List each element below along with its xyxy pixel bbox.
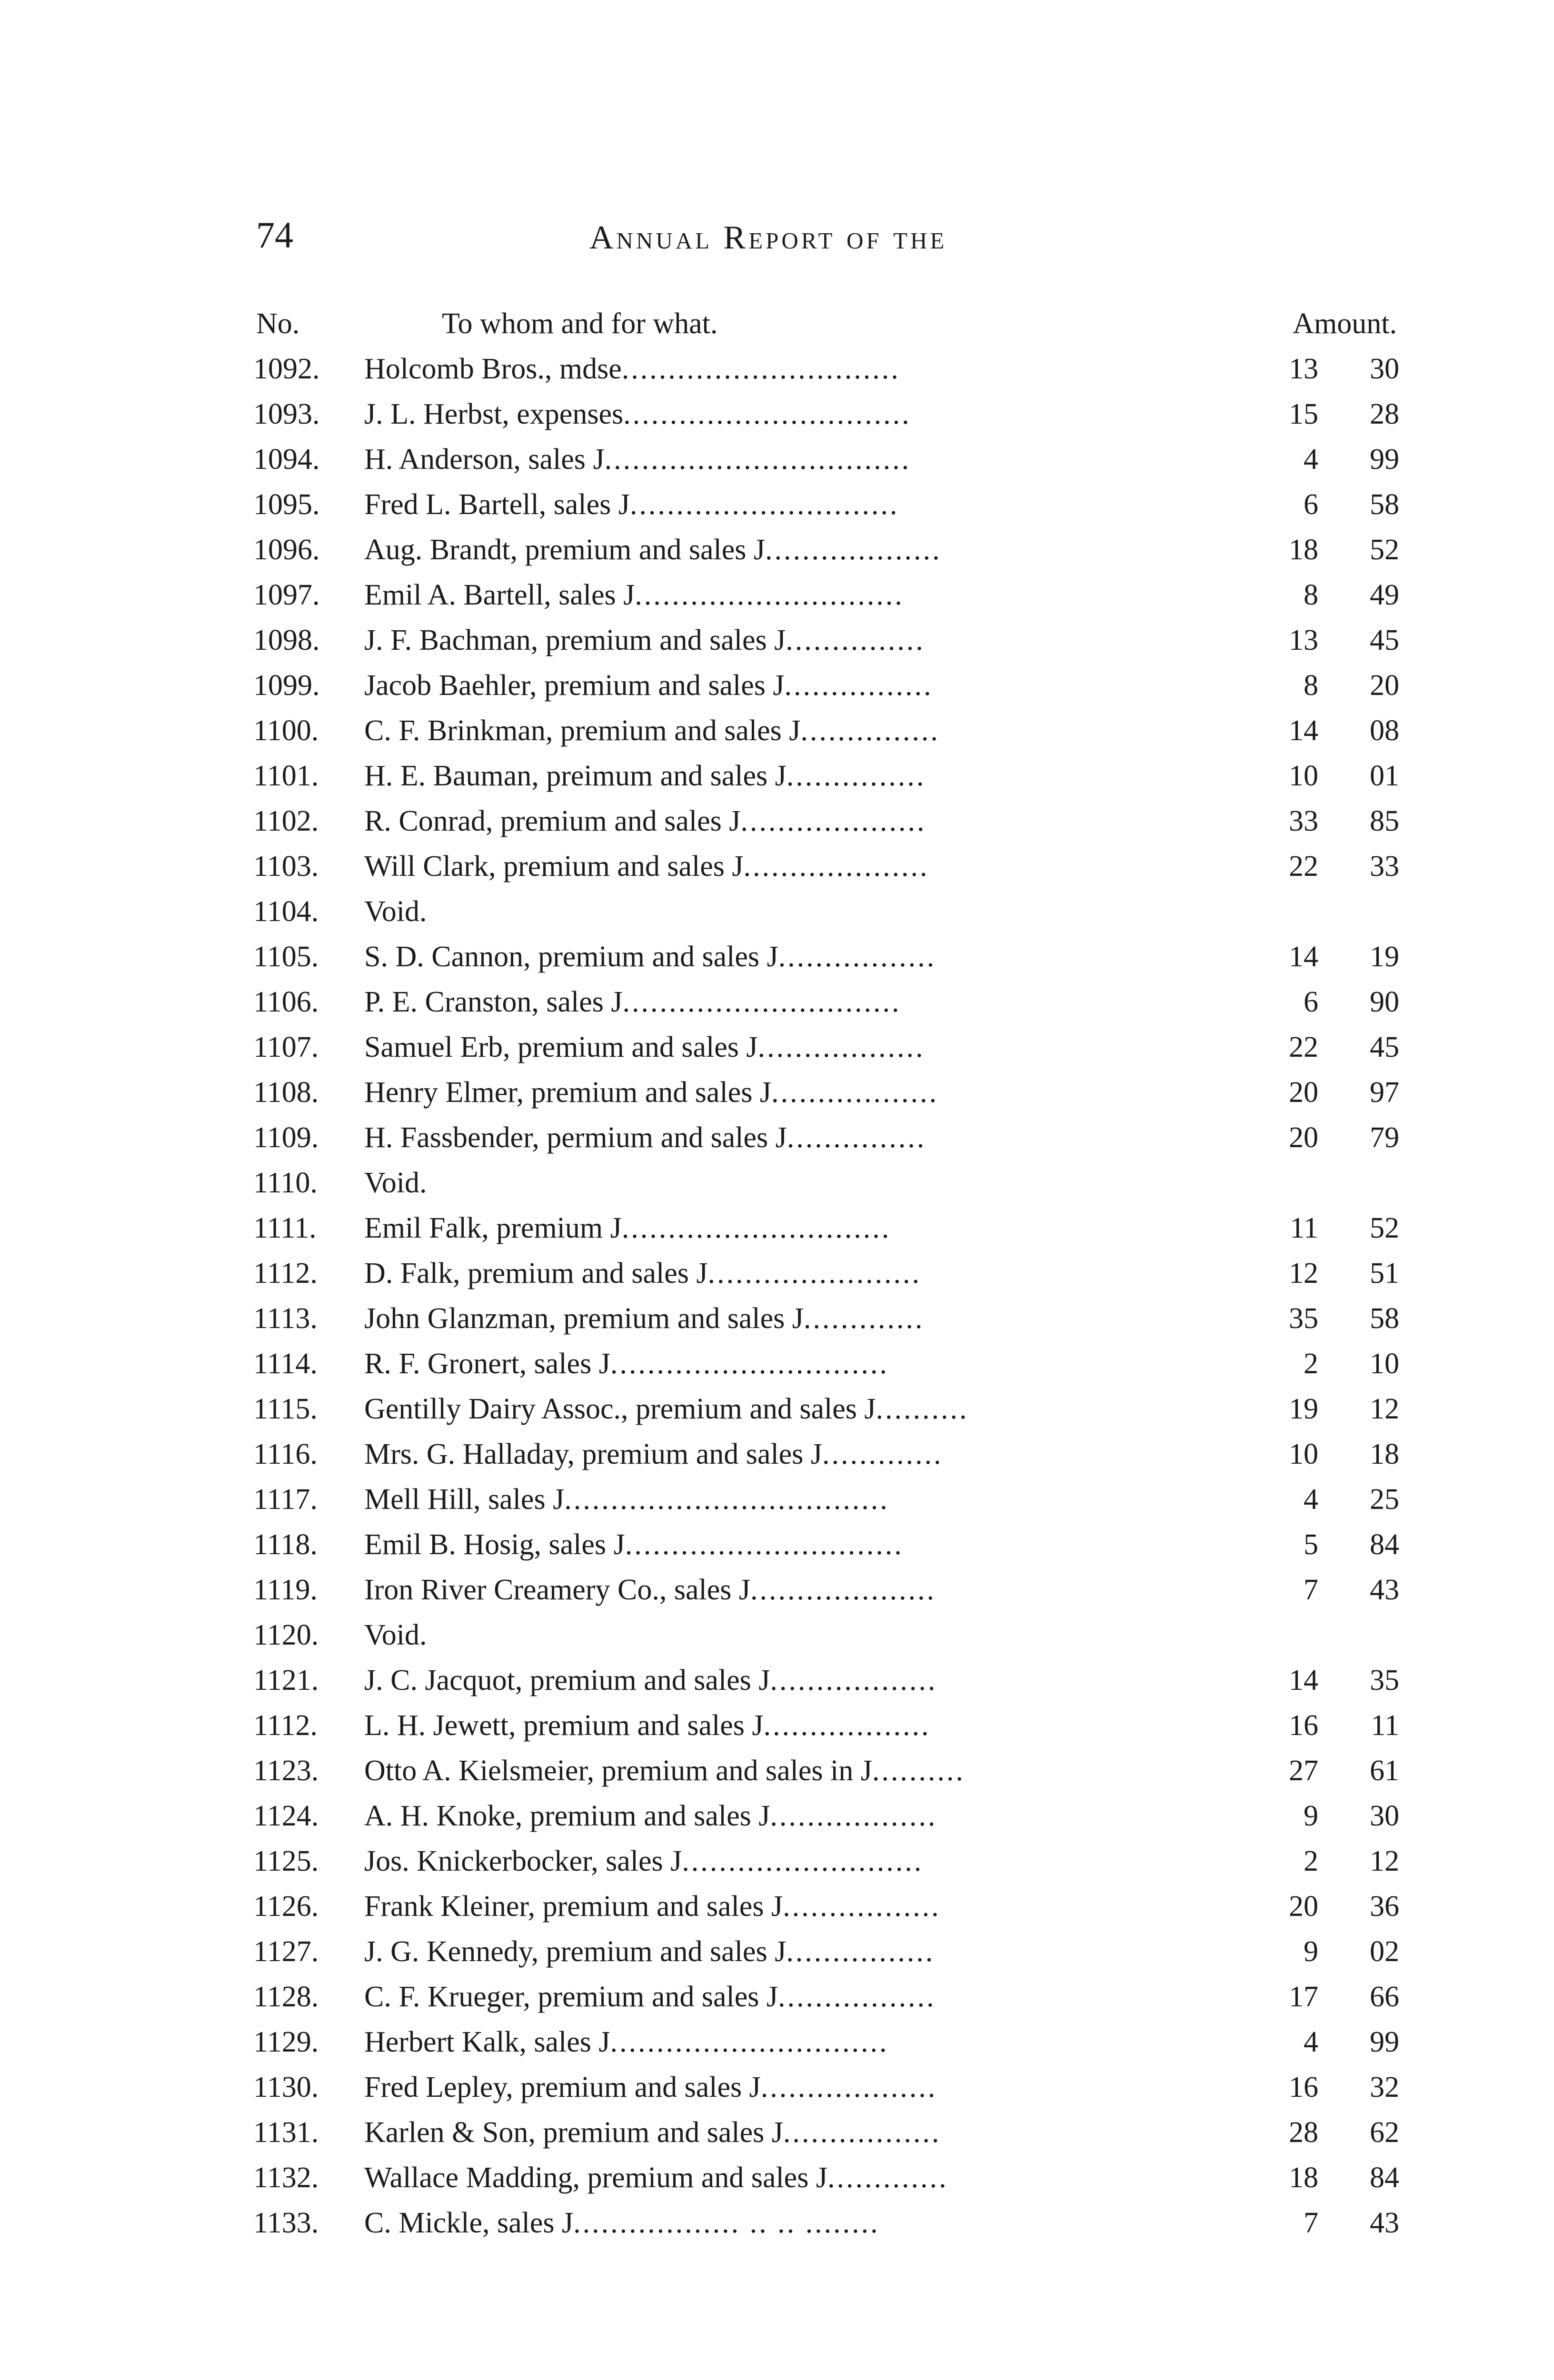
dot-leader: ...................: [765, 534, 942, 566]
dot-leader: ..................: [757, 1031, 925, 1063]
entry-number: 1094.: [253, 443, 320, 476]
entry-description: [364, 1070, 1231, 1115]
entry-description: [364, 1160, 1231, 1206]
entry-description: [364, 1387, 1231, 1432]
amount-cents: 32: [1370, 2071, 1399, 2103]
entry-description: [364, 2201, 1231, 2246]
amount-dollars: 15: [1289, 398, 1318, 430]
dot-leader: .............: [803, 1302, 925, 1335]
ledger-row: [0, 1070, 1554, 1115]
amount-cents: 45: [1370, 1031, 1399, 1063]
entry-number: 1117.: [253, 1483, 318, 1516]
entry-payee: Samuel Erb, premium and sales J: [364, 1031, 758, 1063]
entry-number: 1123.: [253, 1755, 319, 1787]
entry-payee: Fred L. Bartell, sales J: [364, 488, 630, 521]
amount-cents: 66: [1370, 1981, 1399, 2013]
entry-payee: R. F. Gronert, sales J: [364, 1348, 610, 1380]
entry-number: 1100.: [253, 714, 319, 747]
entry-description: [364, 1839, 1231, 1884]
entry-payee: C. F. Krueger, premium and sales J: [364, 1981, 778, 2013]
entry-number: 1109.: [253, 1121, 319, 1154]
dot-leader: .................: [783, 2116, 941, 2149]
entry-payee: R. Conrad, premium and sales J: [364, 805, 741, 837]
entry-number: 1125.: [253, 1845, 319, 1877]
entry-number: 1092.: [253, 353, 320, 385]
entry-description: [364, 392, 1231, 437]
entry-description: [364, 347, 1231, 392]
amount-dollars: 19: [1289, 1393, 1318, 1425]
amount-dollars: 4: [1304, 2026, 1318, 2058]
entry-description: [364, 754, 1231, 799]
ledger-row: [0, 663, 1554, 708]
dot-leader: ...................: [760, 2071, 937, 2103]
entry-description: [364, 1115, 1231, 1160]
entry-description: [364, 437, 1231, 482]
entry-description: [364, 618, 1231, 663]
amount-cents: 35: [1370, 1664, 1399, 1696]
amount-cents: 18: [1370, 1438, 1399, 1470]
dot-leader: ...............: [786, 760, 926, 792]
entry-description: [364, 889, 1231, 934]
ledger-row: [0, 980, 1554, 1025]
entry-payee: Wallace Madding, premium and sales J: [364, 2162, 827, 2194]
amount-cents: 08: [1370, 714, 1399, 747]
amount-cents: 62: [1370, 2116, 1399, 2149]
amount-dollars: 10: [1289, 1438, 1318, 1470]
amount-dollars: 8: [1304, 579, 1318, 611]
column-headers: [0, 305, 1554, 343]
entry-payee: Void.: [364, 895, 427, 928]
amount-cents: 84: [1370, 2162, 1399, 2194]
entry-payee: Will Clark, premium and sales J: [364, 850, 744, 883]
amount-dollars: 20: [1289, 1076, 1318, 1109]
entry-number: 1101.: [253, 760, 319, 792]
dot-leader: ....................: [743, 850, 929, 883]
entry-payee: Karlen & Son, premium and sales J: [364, 2116, 783, 2149]
entry-description: [364, 527, 1231, 573]
entry-payee: Iron River Creamery Co., sales J: [364, 1574, 750, 1606]
dot-leader: .............: [827, 2162, 948, 2194]
amount-cents: 58: [1370, 488, 1399, 521]
entry-number: 1096.: [253, 534, 320, 566]
dot-leader: ...............: [787, 1121, 926, 1154]
entry-description: [364, 1206, 1231, 1251]
entry-payee: Gentilly Dairy Assoc., premium and sales J: [364, 1393, 876, 1425]
entry-description: [364, 2020, 1231, 2065]
dot-leader: .............................: [621, 1212, 891, 1244]
entry-number: 1132.: [253, 2162, 319, 2194]
entry-description: [364, 934, 1231, 980]
entry-number: 1093.: [253, 398, 320, 430]
entry-payee: D. Falk, premium and sales J: [364, 1257, 708, 1289]
amount-cents: 30: [1370, 1800, 1399, 1832]
amount-dollars: 27: [1289, 1755, 1318, 1787]
entry-number: 1113.: [253, 1302, 318, 1335]
ledger-row: [0, 934, 1554, 980]
entry-payee: Herbert Kalk, sales J: [364, 2026, 610, 2058]
entry-description: [364, 1929, 1231, 1974]
column-header-amount: Amount.: [1293, 307, 1397, 340]
amount-cents: 28: [1370, 398, 1399, 430]
entry-payee: P. E. Cranston, sales J: [364, 986, 623, 1018]
entry-number: 1095.: [253, 488, 320, 521]
amount-dollars: 2: [1304, 1348, 1318, 1380]
amount-cents: 11: [1371, 1709, 1399, 1742]
entry-payee: Fred Lepley, premium and sales J: [364, 2071, 761, 2103]
amount-cents: 33: [1370, 850, 1399, 883]
ledger-row: [0, 482, 1554, 527]
entry-description: [364, 1613, 1231, 1658]
entry-payee: Henry Elmer, premium and sales J: [364, 1076, 771, 1109]
amount-dollars: 17: [1289, 1981, 1318, 2013]
ledger-row: [0, 1839, 1554, 1884]
dot-leader: ....................: [740, 805, 926, 837]
dot-leader: ..............................: [621, 353, 900, 385]
amount-dollars: 22: [1289, 850, 1318, 883]
amount-dollars: 10: [1289, 760, 1318, 792]
entry-description: [364, 1477, 1231, 1522]
entry-description: [364, 1974, 1231, 2020]
ledger-row: [0, 1884, 1554, 1929]
entry-payee: A. H. Knoke, premium and sales J: [364, 1800, 770, 1832]
amount-cents: 12: [1370, 1845, 1399, 1877]
dot-leader: ................: [786, 1935, 935, 1968]
entry-payee: L. H. Jewett, premium and sales J: [364, 1709, 764, 1742]
ledger-row: [0, 1341, 1554, 1387]
amount-cents: 79: [1370, 1121, 1399, 1154]
entry-number: 1128.: [253, 1981, 319, 2013]
ledger-row: [0, 1748, 1554, 1794]
amount-dollars: 7: [1304, 2207, 1318, 2239]
entry-number: 1099.: [253, 669, 320, 702]
entry-description: [364, 1567, 1231, 1613]
ledger-row: [0, 1115, 1554, 1160]
entry-number: 1110.: [253, 1167, 318, 1199]
ledger-row: [0, 618, 1554, 663]
dot-leader: .................: [783, 1890, 941, 1923]
amount-cents: 45: [1370, 624, 1399, 656]
amount-cents: 19: [1370, 941, 1399, 973]
entry-number: 1121.: [253, 1664, 319, 1696]
entry-number: 1103.: [253, 850, 319, 883]
entry-number: 1119.: [253, 1574, 318, 1606]
entry-number: 1111.: [253, 1212, 317, 1244]
ledger-row: [0, 347, 1554, 392]
dot-leader: ....................: [750, 1574, 936, 1606]
entry-payee: H. Anderson, sales J: [364, 443, 605, 476]
ledger-list: [0, 347, 1554, 2246]
entry-description: [364, 1884, 1231, 1929]
amount-cents: 99: [1370, 2026, 1399, 2058]
entry-number: 1112.: [253, 1709, 318, 1742]
amount-dollars: 5: [1304, 1528, 1318, 1561]
entry-description: [364, 1025, 1231, 1070]
ledger-row: [0, 1794, 1554, 1839]
amount-cents: 43: [1370, 2207, 1399, 2239]
amount-dollars: 18: [1289, 534, 1318, 566]
amount-dollars: 22: [1289, 1031, 1318, 1063]
entry-number: 1120.: [253, 1619, 319, 1651]
entry-description: [364, 482, 1231, 527]
entry-description: [364, 2065, 1231, 2110]
entry-description: [364, 1748, 1231, 1794]
amount-dollars: 14: [1289, 714, 1318, 747]
column-header-no: No.: [256, 307, 300, 340]
amount-dollars: 11: [1290, 1212, 1318, 1244]
entry-description: [364, 573, 1231, 618]
ledger-row: [0, 527, 1554, 573]
entry-payee: Emil Falk, premium J: [364, 1212, 622, 1244]
entry-number: 1127.: [253, 1935, 319, 1968]
entry-number: 1116.: [253, 1438, 318, 1470]
ledger-row: [0, 437, 1554, 482]
dot-leader: ..............................: [610, 1348, 889, 1380]
dot-leader: ................: [784, 669, 933, 702]
dot-leader: .............................: [635, 579, 904, 611]
ledger-row: [0, 2110, 1554, 2155]
amount-dollars: 9: [1304, 1800, 1318, 1832]
amount-cents: 30: [1370, 353, 1399, 385]
entry-number: 1118.: [253, 1528, 318, 1561]
amount-cents: 52: [1370, 534, 1399, 566]
dot-leader: ..................: [770, 1800, 937, 1832]
dot-leader: .................: [778, 1981, 936, 2013]
amount-dollars: 6: [1304, 986, 1318, 1018]
entry-description: [364, 708, 1231, 754]
entry-payee: J. L. Herbst, expenses: [364, 398, 624, 430]
ledger-row: [0, 1929, 1554, 1974]
entry-description: [364, 844, 1231, 889]
ledger-row: [0, 1522, 1554, 1567]
amount-dollars: 16: [1289, 1709, 1318, 1742]
amount-dollars: 6: [1304, 488, 1318, 521]
amount-dollars: 2: [1304, 1845, 1318, 1877]
dot-leader: ..............................: [622, 986, 901, 1018]
ledger-row: [0, 1477, 1554, 1522]
entry-number: 1105.: [253, 941, 319, 973]
amount-cents: 36: [1370, 1890, 1399, 1923]
column-header-description: To whom and for what.: [442, 307, 718, 340]
amount-dollars: 14: [1289, 1664, 1318, 1696]
ledger-row: [0, 1703, 1554, 1748]
amount-dollars: 16: [1289, 2071, 1318, 2103]
entry-description: [364, 980, 1231, 1025]
dot-leader: ...............: [800, 714, 940, 747]
amount-cents: 99: [1370, 443, 1399, 476]
ledger-row: [0, 2155, 1554, 2201]
amount-dollars: 18: [1289, 2162, 1318, 2194]
amount-cents: 61: [1370, 1755, 1399, 1787]
entry-payee: Jacob Baehler, premium and sales J: [364, 669, 785, 702]
ledger-row: [0, 1206, 1554, 1251]
amount-cents: 20: [1370, 669, 1399, 702]
entry-number: 1126.: [253, 1890, 319, 1923]
entry-number: 1112.: [253, 1257, 318, 1289]
amount-dollars: 12: [1289, 1257, 1318, 1289]
ledger-row: [0, 1613, 1554, 1658]
dot-leader: .......................: [707, 1257, 922, 1289]
entry-number: 1130.: [253, 2071, 319, 2103]
ledger-row: [0, 708, 1554, 754]
entry-number: 1114.: [253, 1348, 318, 1380]
entry-payee: Frank Kleiner, premium and sales J: [364, 1890, 783, 1923]
page-number: 74: [256, 214, 293, 256]
running-title: Annual Report of the: [589, 219, 947, 256]
amount-cents: 97: [1370, 1076, 1399, 1109]
ledger-row: [0, 392, 1554, 437]
entry-description: [364, 1251, 1231, 1296]
ledger-row: [0, 1025, 1554, 1070]
amount-cents: 12: [1370, 1393, 1399, 1425]
ledger-row: [0, 2020, 1554, 2065]
amount-cents: 85: [1370, 805, 1399, 837]
entry-number: 1106.: [253, 986, 319, 1018]
dot-leader: ..................: [771, 1076, 938, 1109]
amount-dollars: 4: [1304, 443, 1318, 476]
entry-payee: Jos. Knickerbocker, sales J: [364, 1845, 682, 1877]
ledger-row: [0, 2201, 1554, 2246]
amount-dollars: 13: [1289, 624, 1318, 656]
entry-payee: S. D. Cannon, premium and sales J: [364, 941, 778, 973]
amount-dollars: 33: [1289, 805, 1318, 837]
entry-payee: Void.: [364, 1619, 427, 1651]
entry-payee: J. C. Jacquot, premium and sales J: [364, 1664, 770, 1696]
amount-dollars: 20: [1289, 1121, 1318, 1154]
dot-leader: .............: [822, 1438, 943, 1470]
amount-dollars: 4: [1304, 1483, 1318, 1516]
entry-description: [364, 1296, 1231, 1341]
amount-dollars: 13: [1289, 353, 1318, 385]
entry-number: 1124.: [253, 1800, 319, 1832]
amount-cents: 10: [1370, 1348, 1399, 1380]
entry-payee: Mrs. G. Halladay, premium and sales J: [364, 1438, 822, 1470]
ledger-row: [0, 1658, 1554, 1703]
dot-leader: ..........................: [682, 1845, 924, 1877]
ledger-row: [0, 844, 1554, 889]
amount-cents: 90: [1370, 986, 1399, 1018]
entry-payee: Void.: [364, 1167, 427, 1199]
entry-number: 1131.: [253, 2116, 319, 2149]
entry-number: 1097.: [253, 579, 320, 611]
dot-leader: ..................: [763, 1709, 931, 1742]
dot-leader: ..............................: [610, 2026, 889, 2058]
entry-description: [364, 799, 1231, 844]
entry-number: 1102.: [253, 805, 319, 837]
amount-cents: 43: [1370, 1574, 1399, 1606]
entry-payee: C. F. Brinkman, premium and sales J: [364, 714, 801, 747]
entry-description: [364, 1794, 1231, 1839]
amount-cents: 49: [1370, 579, 1399, 611]
amount-dollars: 14: [1289, 941, 1318, 973]
dot-leader: ..........: [876, 1393, 969, 1425]
dot-leader: .................................: [604, 443, 911, 476]
entry-payee: Holcomb Bros., mdse: [364, 353, 622, 385]
dot-leader: ..........: [872, 1755, 965, 1787]
entry-payee: Mell Hill, sales J: [364, 1483, 565, 1516]
dot-leader: .............................: [629, 488, 899, 521]
amount-dollars: 7: [1304, 1574, 1318, 1606]
entry-description: [364, 1522, 1231, 1567]
amount-cents: 51: [1370, 1257, 1399, 1289]
amount-cents: 58: [1370, 1302, 1399, 1335]
entry-description: [364, 1658, 1231, 1703]
entry-payee: Otto A. Kielsmeier, premium and sales in J: [364, 1755, 872, 1787]
entry-payee: H. E. Bauman, preimum and sales J: [364, 760, 787, 792]
entry-number: 1098.: [253, 624, 320, 656]
entry-payee: J. G. Kennedy, premium and sales J: [364, 1935, 787, 1968]
ledger-row: [0, 2065, 1554, 2110]
amount-dollars: 20: [1289, 1890, 1318, 1923]
amount-dollars: 35: [1289, 1302, 1318, 1335]
entry-number: 1107.: [253, 1031, 319, 1063]
dot-leader: .................. .. .. ........: [573, 2207, 880, 2239]
entry-description: [364, 2155, 1231, 2201]
entry-number: 1115.: [253, 1393, 318, 1425]
amount-dollars: 8: [1304, 669, 1318, 702]
dot-leader: ..................: [770, 1664, 937, 1696]
ledger-row: [0, 1387, 1554, 1432]
amount-cents: 52: [1370, 1212, 1399, 1244]
entry-description: [364, 1341, 1231, 1387]
amount-cents: 01: [1370, 760, 1399, 792]
ledger-row: [0, 889, 1554, 934]
entry-payee: H. Fassbender, permium and sales J: [364, 1121, 787, 1154]
entry-payee: J. F. Bachman, premium and sales J: [364, 624, 786, 656]
ledger-row: [0, 1160, 1554, 1206]
entry-payee: Emil A. Bartell, sales J: [364, 579, 635, 611]
dot-leader: ...............................: [623, 398, 911, 430]
amount-cents: 02: [1370, 1935, 1399, 1968]
dot-leader: .................: [778, 941, 936, 973]
amount-cents: 84: [1370, 1528, 1399, 1561]
dot-leader: ..............................: [625, 1528, 904, 1561]
ledger-row: [0, 1251, 1554, 1296]
entry-payee: Aug. Brandt, premium and sales J: [364, 534, 766, 566]
entry-number: 1108.: [253, 1076, 319, 1109]
ledger-row: [0, 1296, 1554, 1341]
entry-description: [364, 2110, 1231, 2155]
amount-dollars: 28: [1289, 2116, 1318, 2149]
entry-number: 1129.: [253, 2026, 319, 2058]
entry-description: [364, 663, 1231, 708]
ledger-row: [0, 1974, 1554, 2020]
amount-cents: 25: [1370, 1483, 1399, 1516]
entry-description: [364, 1703, 1231, 1748]
ledger-row: [0, 1567, 1554, 1613]
dot-leader: ...................................: [564, 1483, 889, 1516]
entry-payee: C. Mickle, sales J: [364, 2207, 574, 2239]
dot-leader: ...............: [786, 624, 925, 656]
ledger-row: [0, 573, 1554, 618]
ledger-row: [0, 1432, 1554, 1477]
entry-payee: Emil B. Hosig, sales J: [364, 1528, 625, 1561]
ledger-row: [0, 754, 1554, 799]
amount-dollars: 9: [1304, 1935, 1318, 1968]
entry-number: 1104.: [253, 895, 319, 928]
ledger-row: [0, 799, 1554, 844]
entry-description: [364, 1432, 1231, 1477]
entry-number: 1133.: [253, 2207, 319, 2239]
entry-payee: John Glanzman, premium and sales J: [364, 1302, 804, 1335]
